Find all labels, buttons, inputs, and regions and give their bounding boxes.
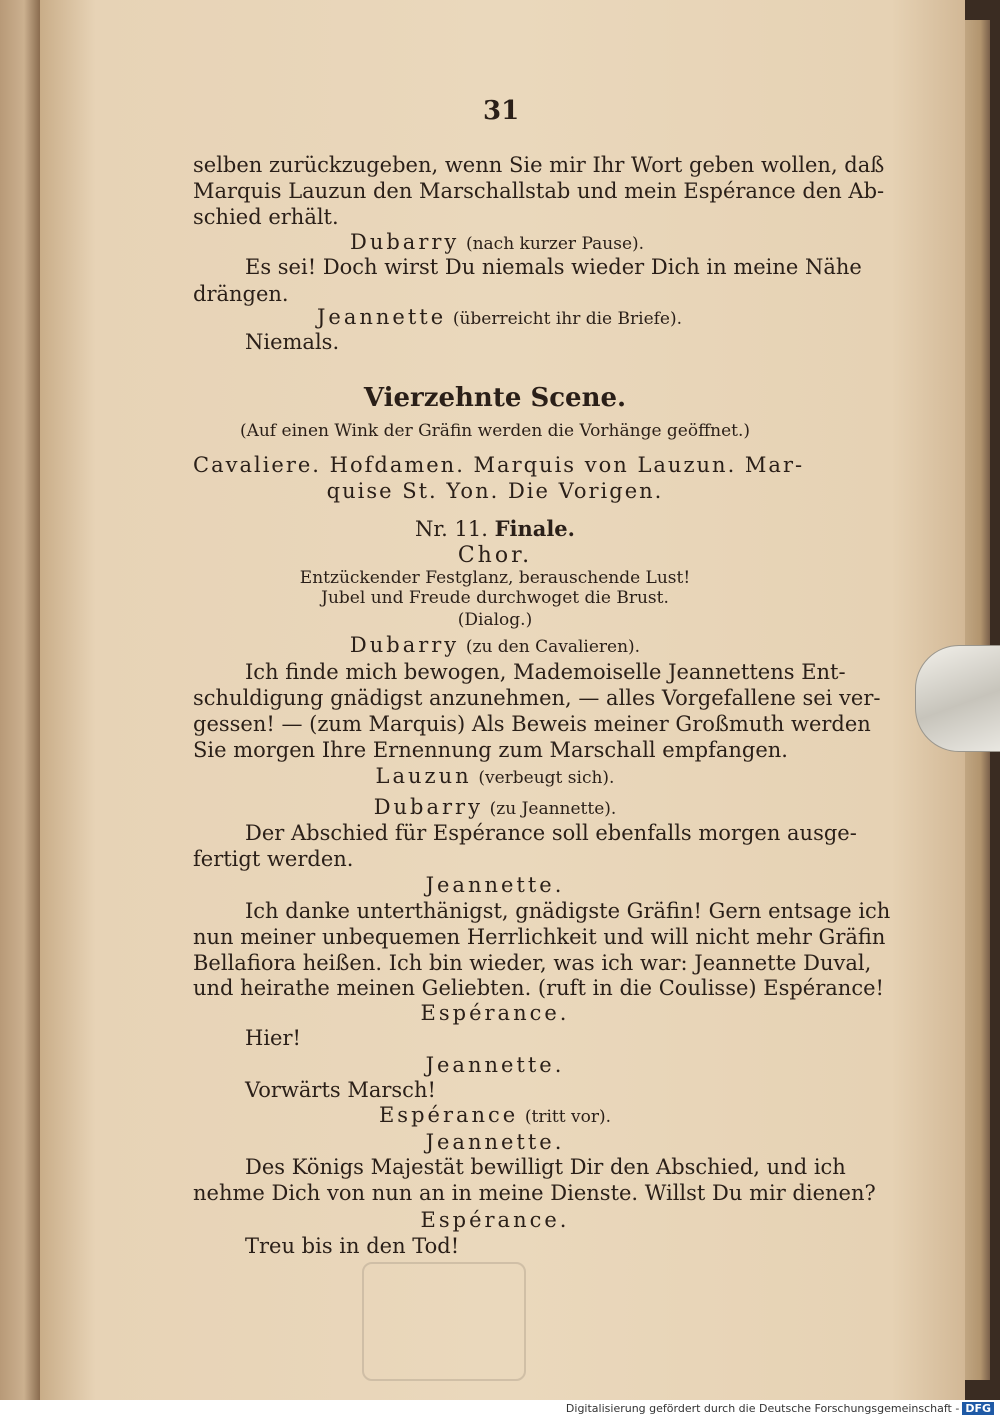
speaker-name: Espérance. xyxy=(420,1208,570,1232)
text-line: schied erhält. xyxy=(193,205,339,229)
text-line: Ich finde mich bewogen, Mademoiselle Jeannettens Ent- xyxy=(245,660,846,684)
number-label: Nr. 11. xyxy=(415,517,488,541)
text-line: schuldigung gnädigst anzunehmen, — alles Vorgefallene sei ver- xyxy=(193,686,881,710)
stage-direction: (Auf einen Wink der Gräfin werden die Vorhänge geöffnet.) xyxy=(239,421,751,441)
facing-page-edge xyxy=(0,0,40,1417)
speaker-name: Dubarry xyxy=(350,230,460,254)
footer-bar xyxy=(0,1400,1000,1417)
text-line: Des Königs Majestät bewilligt Dir den Abschied, und ich xyxy=(245,1155,846,1179)
chorus-line: Jubel und Freude durchwoget die Brust. xyxy=(321,588,669,608)
speaker-line xyxy=(190,797,800,818)
text-line: gessen! — (zum Marquis) Als Beweis meiner Großmuth werden xyxy=(193,712,871,736)
text-line: Es sei! Doch wirst Du niemals wieder Dich in meine Nähe xyxy=(245,255,862,279)
cast-line: Cavaliere. Hofdamen. Marquis von Lauzun. Mar- xyxy=(193,453,805,477)
stage-direction: (nach kurzer Pause). xyxy=(465,234,645,254)
speaker-name: Dubarry xyxy=(349,633,460,657)
text-line: Sie morgen Ihre Ernennung zum Marschall empfangen. xyxy=(193,738,788,762)
text-line: und heirathe meinen Geliebten. (ruft in die Coulisse) Espérance! xyxy=(193,976,884,1000)
speaker-line xyxy=(350,232,644,253)
text-line: Treu bis in den Tod! xyxy=(245,1234,460,1258)
chorus-line: Entzückender Festglanz, berauschende Lust! xyxy=(299,568,691,588)
text-line: Hier! xyxy=(245,1026,301,1050)
speaker-line xyxy=(317,307,682,328)
scene-title: Vierzehnte Scene. xyxy=(363,383,627,413)
text-line: selben zurückzugeben, wenn Sie mir Ihr Wort geben wollen, daß xyxy=(193,153,885,177)
speaker-name: Dubarry xyxy=(373,795,483,819)
stage-direction: (überreicht ihr die Briefe). xyxy=(452,309,683,329)
speaker-name: Espérance xyxy=(378,1103,519,1127)
dialog-label: (Dialog.) xyxy=(457,610,533,630)
speaker-name: Jeannette. xyxy=(425,1053,565,1077)
speaker-line xyxy=(190,1105,800,1126)
speaker-name: Jeannette. xyxy=(425,1130,565,1154)
stage-direction: (zu Jeannette). xyxy=(489,799,617,819)
text-line: Marquis Lauzun den Marschallstab und mein Espérance den Ab- xyxy=(193,179,885,203)
stage-direction: (verbeugt sich). xyxy=(478,768,615,788)
text-line: nun meiner unbequemen Herrlichkeit und will nicht mehr Gräfin xyxy=(193,925,886,949)
footer-text: Digitalisierung gefördert durch die Deutsche Forschungsgemeinschaft - xyxy=(565,1402,960,1415)
text-line: Bellafiora heißen. Ich bin wieder, was ich war: Jeannette Duval, xyxy=(193,951,872,975)
text-line: Niemals. xyxy=(245,330,340,354)
speaker-name: Jeannette. xyxy=(425,873,565,897)
chorus-label: Chor. xyxy=(457,543,533,568)
page-number: 31 xyxy=(483,96,520,126)
speaker-name: Lauzun xyxy=(375,764,472,788)
speaker-name: Jeannette xyxy=(317,305,447,329)
speaker-line xyxy=(190,635,800,656)
text-line: Der Abschied für Espérance soll ebenfalls morgen ausge- xyxy=(245,821,857,845)
text-line: Vorwärts Marsch! xyxy=(245,1078,436,1102)
number-line xyxy=(190,518,800,540)
cast-line: quise St. Yon. Die Vorigen. xyxy=(326,479,664,503)
page-clip xyxy=(915,645,1000,752)
speaker-line xyxy=(190,766,800,787)
dfg-logo: DFG xyxy=(962,1402,994,1415)
stage-direction: (zu den Cavalieren). xyxy=(465,637,641,657)
text-line: Ich danke unterthänigst, gnädigste Gräfin! Gern entsage ich xyxy=(245,899,891,923)
text-line: nehme Dich von nun an in meine Dienste. Willst Du mir dienen? xyxy=(193,1181,876,1205)
speaker-name: Espérance. xyxy=(420,1001,570,1025)
text-line: fertigt werden. xyxy=(193,847,354,871)
finale-label: Finale. xyxy=(494,516,575,541)
stage-direction: (tritt vor). xyxy=(524,1107,612,1127)
library-stamp xyxy=(362,1262,526,1381)
text-line: drängen. xyxy=(193,282,289,306)
